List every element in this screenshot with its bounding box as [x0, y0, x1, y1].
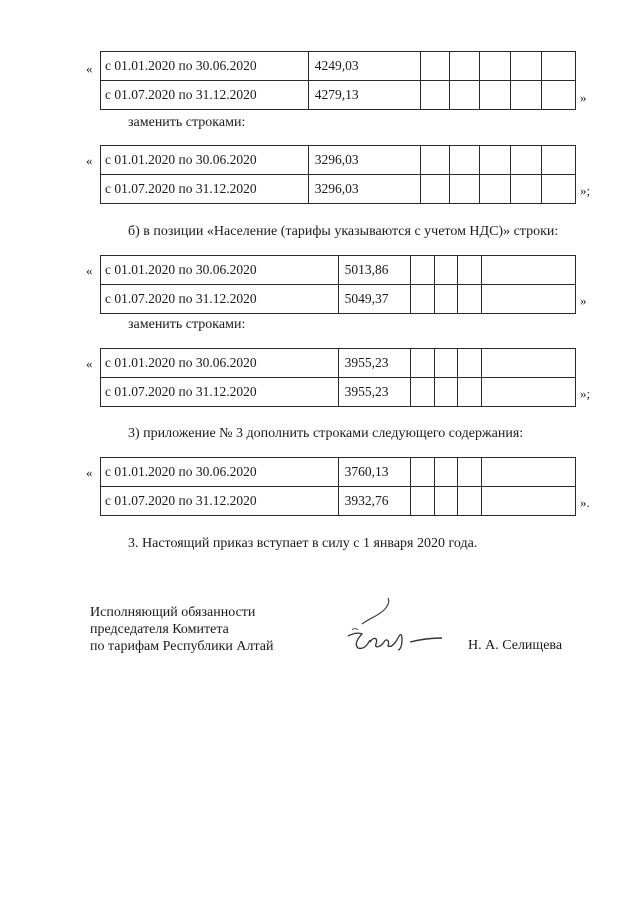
empty-cell — [458, 378, 482, 407]
close-quote: »; — [580, 183, 591, 198]
close-quote: » — [580, 90, 587, 105]
position-line: председателя Комитета — [90, 622, 229, 637]
value-cell: 5049,37 — [338, 285, 410, 314]
empty-cell — [480, 52, 511, 81]
table-row — [101, 146, 576, 175]
empty-cell — [542, 52, 576, 81]
empty-cell — [482, 487, 576, 516]
empty-cell — [482, 378, 576, 407]
empty-cell — [542, 175, 576, 204]
value-cell: 4279,13 — [308, 81, 420, 110]
empty-cell — [458, 487, 482, 516]
table-row — [101, 458, 576, 487]
empty-cell — [482, 285, 576, 314]
empty-cell — [458, 256, 482, 285]
empty-cell — [511, 175, 542, 204]
period-cell: с 01.07.2020 по 31.12.2020 — [101, 378, 339, 407]
value-cell: 5013,86 — [338, 256, 410, 285]
empty-cell — [410, 256, 434, 285]
table-row — [101, 81, 576, 110]
table-row — [101, 378, 576, 407]
close-quote: » — [580, 293, 587, 308]
close-quote: »; — [580, 386, 591, 401]
replace-instruction: заменить строками: — [128, 317, 246, 332]
period-cell: с 01.01.2020 по 30.06.2020 — [101, 146, 309, 175]
empty-cell — [458, 285, 482, 314]
empty-cell — [434, 349, 458, 378]
open-quote: « — [86, 356, 93, 371]
table-row — [101, 52, 576, 81]
empty-cell — [458, 458, 482, 487]
period-cell: с 01.07.2020 по 31.12.2020 — [101, 487, 339, 516]
signatory-name: Н. А. Селищева — [468, 638, 563, 653]
empty-cell — [410, 487, 434, 516]
value-cell: 4249,03 — [308, 52, 420, 81]
value-cell: 3296,03 — [308, 175, 420, 204]
empty-cell — [410, 349, 434, 378]
period-cell: с 01.01.2020 по 30.06.2020 — [101, 256, 339, 285]
period-cell: с 01.07.2020 по 31.12.2020 — [101, 175, 309, 204]
tariff-table-2 — [100, 145, 576, 204]
empty-cell — [480, 81, 511, 110]
period-cell: с 01.01.2020 по 30.06.2020 — [101, 458, 339, 487]
close-quote: ». — [580, 495, 590, 510]
empty-cell — [511, 146, 542, 175]
empty-cell — [420, 175, 450, 204]
empty-cell — [410, 285, 434, 314]
empty-cell — [482, 349, 576, 378]
value-cell: 3760,13 — [338, 458, 410, 487]
empty-cell — [542, 81, 576, 110]
period-cell: с 01.01.2020 по 30.06.2020 — [101, 52, 309, 81]
empty-cell — [482, 256, 576, 285]
empty-cell — [410, 458, 434, 487]
value-cell: 3955,23 — [338, 349, 410, 378]
tariff-table-4 — [100, 348, 576, 407]
value-cell: 3955,23 — [338, 378, 410, 407]
empty-cell — [482, 458, 576, 487]
empty-cell — [480, 146, 511, 175]
empty-cell — [434, 378, 458, 407]
signatory-position — [90, 604, 273, 655]
period-cell: с 01.01.2020 по 30.06.2020 — [101, 349, 339, 378]
table-row — [101, 256, 576, 285]
empty-cell — [450, 81, 480, 110]
empty-cell — [450, 146, 480, 175]
item-b-paragraph: б) в позиции «Население (тарифы указываются с учетом НДС)» строки: — [128, 224, 559, 239]
table-row — [101, 175, 576, 204]
open-quote: « — [86, 465, 93, 480]
replace-instruction: заменить строками: — [128, 115, 246, 130]
empty-cell — [511, 81, 542, 110]
empty-cell — [420, 146, 450, 175]
empty-cell — [434, 458, 458, 487]
period-cell: с 01.07.2020 по 31.12.2020 — [101, 285, 339, 314]
table-row — [101, 349, 576, 378]
value-cell: 3932,76 — [338, 487, 410, 516]
tariff-table-5 — [100, 457, 576, 516]
tariff-table-3 — [100, 255, 576, 314]
position-line: Исполняющий обязанности — [90, 605, 256, 620]
open-quote: « — [86, 263, 93, 278]
period-cell: с 01.07.2020 по 31.12.2020 — [101, 81, 309, 110]
empty-cell — [511, 52, 542, 81]
empty-cell — [434, 487, 458, 516]
empty-cell — [410, 378, 434, 407]
item-3-paragraph: 3) приложение № 3 дополнить строками следующего содержания: — [128, 426, 524, 441]
position-line: по тарифам Республики Алтай — [90, 639, 274, 654]
empty-cell — [450, 52, 480, 81]
empty-cell — [542, 146, 576, 175]
empty-cell — [420, 52, 450, 81]
value-cell: 3296,03 — [308, 146, 420, 175]
tariff-table-1 — [100, 51, 576, 110]
table-row — [101, 285, 576, 314]
empty-cell — [434, 285, 458, 314]
clause-3-paragraph: 3. Настоящий приказ вступает в силу с 1 января 2020 года. — [128, 536, 478, 551]
handwritten-signature — [340, 588, 450, 668]
empty-cell — [458, 349, 482, 378]
empty-cell — [480, 175, 511, 204]
open-quote: « — [86, 153, 93, 168]
empty-cell — [450, 175, 480, 204]
empty-cell — [434, 256, 458, 285]
open-quote: « — [86, 61, 93, 76]
empty-cell — [420, 81, 450, 110]
table-row — [101, 487, 576, 516]
